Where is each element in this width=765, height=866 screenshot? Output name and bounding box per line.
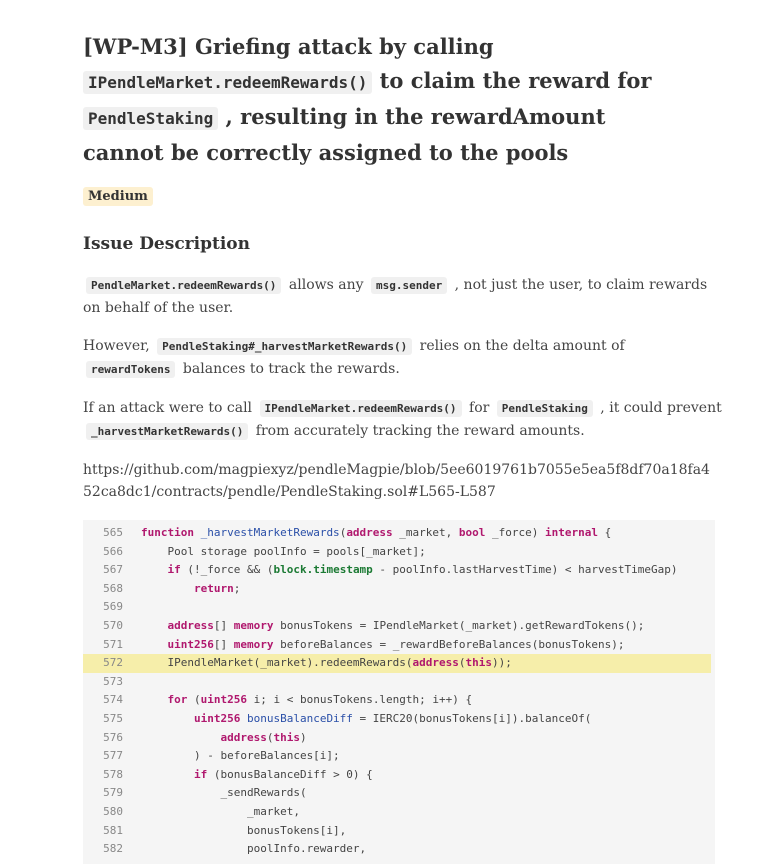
- code-line: [83, 803, 715, 822]
- code-text: _sendRewards(: [141, 786, 307, 800]
- source-link[interactable]: https://github.com/magpiexyz/pendleMagpie/blob/5ee6019761b7055e5ea5f8df70a18fa452ca8dc1/contracts/pendle/PendleStaking.sol#L565-L587: [83, 462, 710, 500]
- code-text: if (!_force && (block.timestamp - poolInfo.lastHarvestTime) < harvestTimeGap): [167, 563, 678, 577]
- inline-code: msg.sender: [371, 277, 447, 294]
- title-text-2: to claim the reward for: [372, 68, 652, 93]
- line-number: 577: [103, 749, 123, 763]
- line-number: 572: [103, 656, 123, 670]
- paragraph-1: [83, 274, 723, 319]
- code-line: [83, 729, 715, 748]
- line-number: 570: [103, 618, 123, 632]
- inline-code: PendleStaking: [497, 400, 593, 417]
- line-number: 576: [103, 730, 123, 744]
- line-number: 575: [103, 711, 123, 725]
- line-number: 581: [103, 823, 123, 837]
- line-number: 571: [103, 637, 123, 651]
- line-number: 582: [103, 842, 123, 856]
- code-line: [83, 747, 715, 766]
- title-code-pendle-staking: PendleStaking: [83, 107, 218, 130]
- finding-title: [83, 0, 683, 170]
- inline-code: IPendleMarket.redeemRewards(): [260, 400, 462, 417]
- code-text: function _harvestMarketRewards(address _market, bool _force) internal {: [141, 526, 612, 539]
- paragraph-3: [83, 397, 723, 443]
- code-line: [83, 654, 711, 673]
- code-text: bonusTokens[i],: [141, 823, 347, 837]
- code-text: for (uint256 i; i < bonusTokens.length; i++) {: [167, 693, 473, 707]
- code-text: Pool storage poolInfo = pools[_market];: [141, 544, 426, 558]
- code-line: [83, 543, 715, 562]
- code-line: [83, 710, 715, 729]
- code-line: [83, 784, 715, 803]
- code-line: [83, 561, 715, 580]
- code-text: IPendleMarket(_market).redeemRewards(address(this));: [141, 656, 512, 670]
- paragraph-text: , not just the user, to claim rewards on behalf of the user.: [83, 277, 708, 316]
- code-text: uint256[] memory beforeBalances = _rewardBeforeBalances(bonusTokens);: [167, 637, 625, 651]
- title-text-1: [WP-M3] Griefing attack by calling: [83, 34, 494, 59]
- paragraph-text: allows any: [284, 277, 368, 293]
- line-number: 568: [103, 581, 123, 595]
- paragraph-text: from accurately tracking the reward amounts.: [251, 423, 585, 439]
- paragraph-text: However,: [83, 338, 155, 354]
- code-line: [83, 524, 715, 543]
- code-line: [83, 840, 715, 859]
- code-text: address(this): [220, 730, 307, 744]
- code-text: return;: [193, 581, 241, 595]
- inline-code: _harvestMarketRewards(): [86, 423, 248, 440]
- paragraph-text: for: [464, 400, 494, 416]
- code-line: [83, 617, 715, 636]
- paragraph-text: balances to track the rewards.: [178, 361, 400, 377]
- code-line: [83, 636, 715, 655]
- code-line: [83, 580, 715, 599]
- line-number: 569: [103, 600, 123, 614]
- line-number: 579: [103, 786, 123, 800]
- line-number: 567: [103, 563, 123, 577]
- inline-code: PendleMarket.redeemRewards(): [86, 277, 281, 294]
- title-code-redeem-rewards: IPendleMarket.redeemRewards(): [83, 71, 372, 94]
- code-text: _market,: [141, 804, 300, 818]
- code-line: [83, 766, 715, 785]
- paragraph-text: If an attack were to call: [83, 400, 257, 416]
- code-text: ) - beforeBalances[i];: [141, 749, 340, 763]
- line-number: 566: [103, 544, 123, 558]
- code-text: uint256 bonusBalanceDiff = IERC20(bonusTokens[i]).balanceOf(: [193, 711, 592, 725]
- line-number: 578: [103, 767, 123, 781]
- code-text: address[] memory bonusTokens = IPendleMarket(_market).getRewardTokens();: [167, 618, 645, 632]
- code-line: [83, 598, 715, 617]
- code-text: if (bonusBalanceDiff > 0) {: [193, 767, 373, 781]
- line-number: 565: [103, 526, 123, 539]
- code-block: [83, 520, 715, 864]
- line-number: 573: [103, 674, 123, 688]
- paragraph-text: , it could prevent: [595, 400, 722, 416]
- code-line: [83, 673, 715, 692]
- code-line: [83, 691, 715, 710]
- title-text-3: , resulting in the rewardAmount cannot be correctly assigned to the pools: [83, 104, 606, 165]
- code-text: poolInfo.rewarder,: [141, 842, 367, 856]
- paragraph-2: [83, 335, 723, 381]
- line-number: 574: [103, 693, 123, 707]
- code-line: [83, 822, 715, 841]
- section-heading: Issue Description: [83, 234, 250, 254]
- paragraph-text: relies on the delta amount of: [415, 338, 625, 354]
- severity-badge: Medium: [83, 187, 153, 206]
- inline-code: rewardTokens: [86, 361, 175, 378]
- inline-code: PendleStaking#_harvestMarketRewards(): [157, 338, 412, 355]
- line-number: 580: [103, 804, 123, 818]
